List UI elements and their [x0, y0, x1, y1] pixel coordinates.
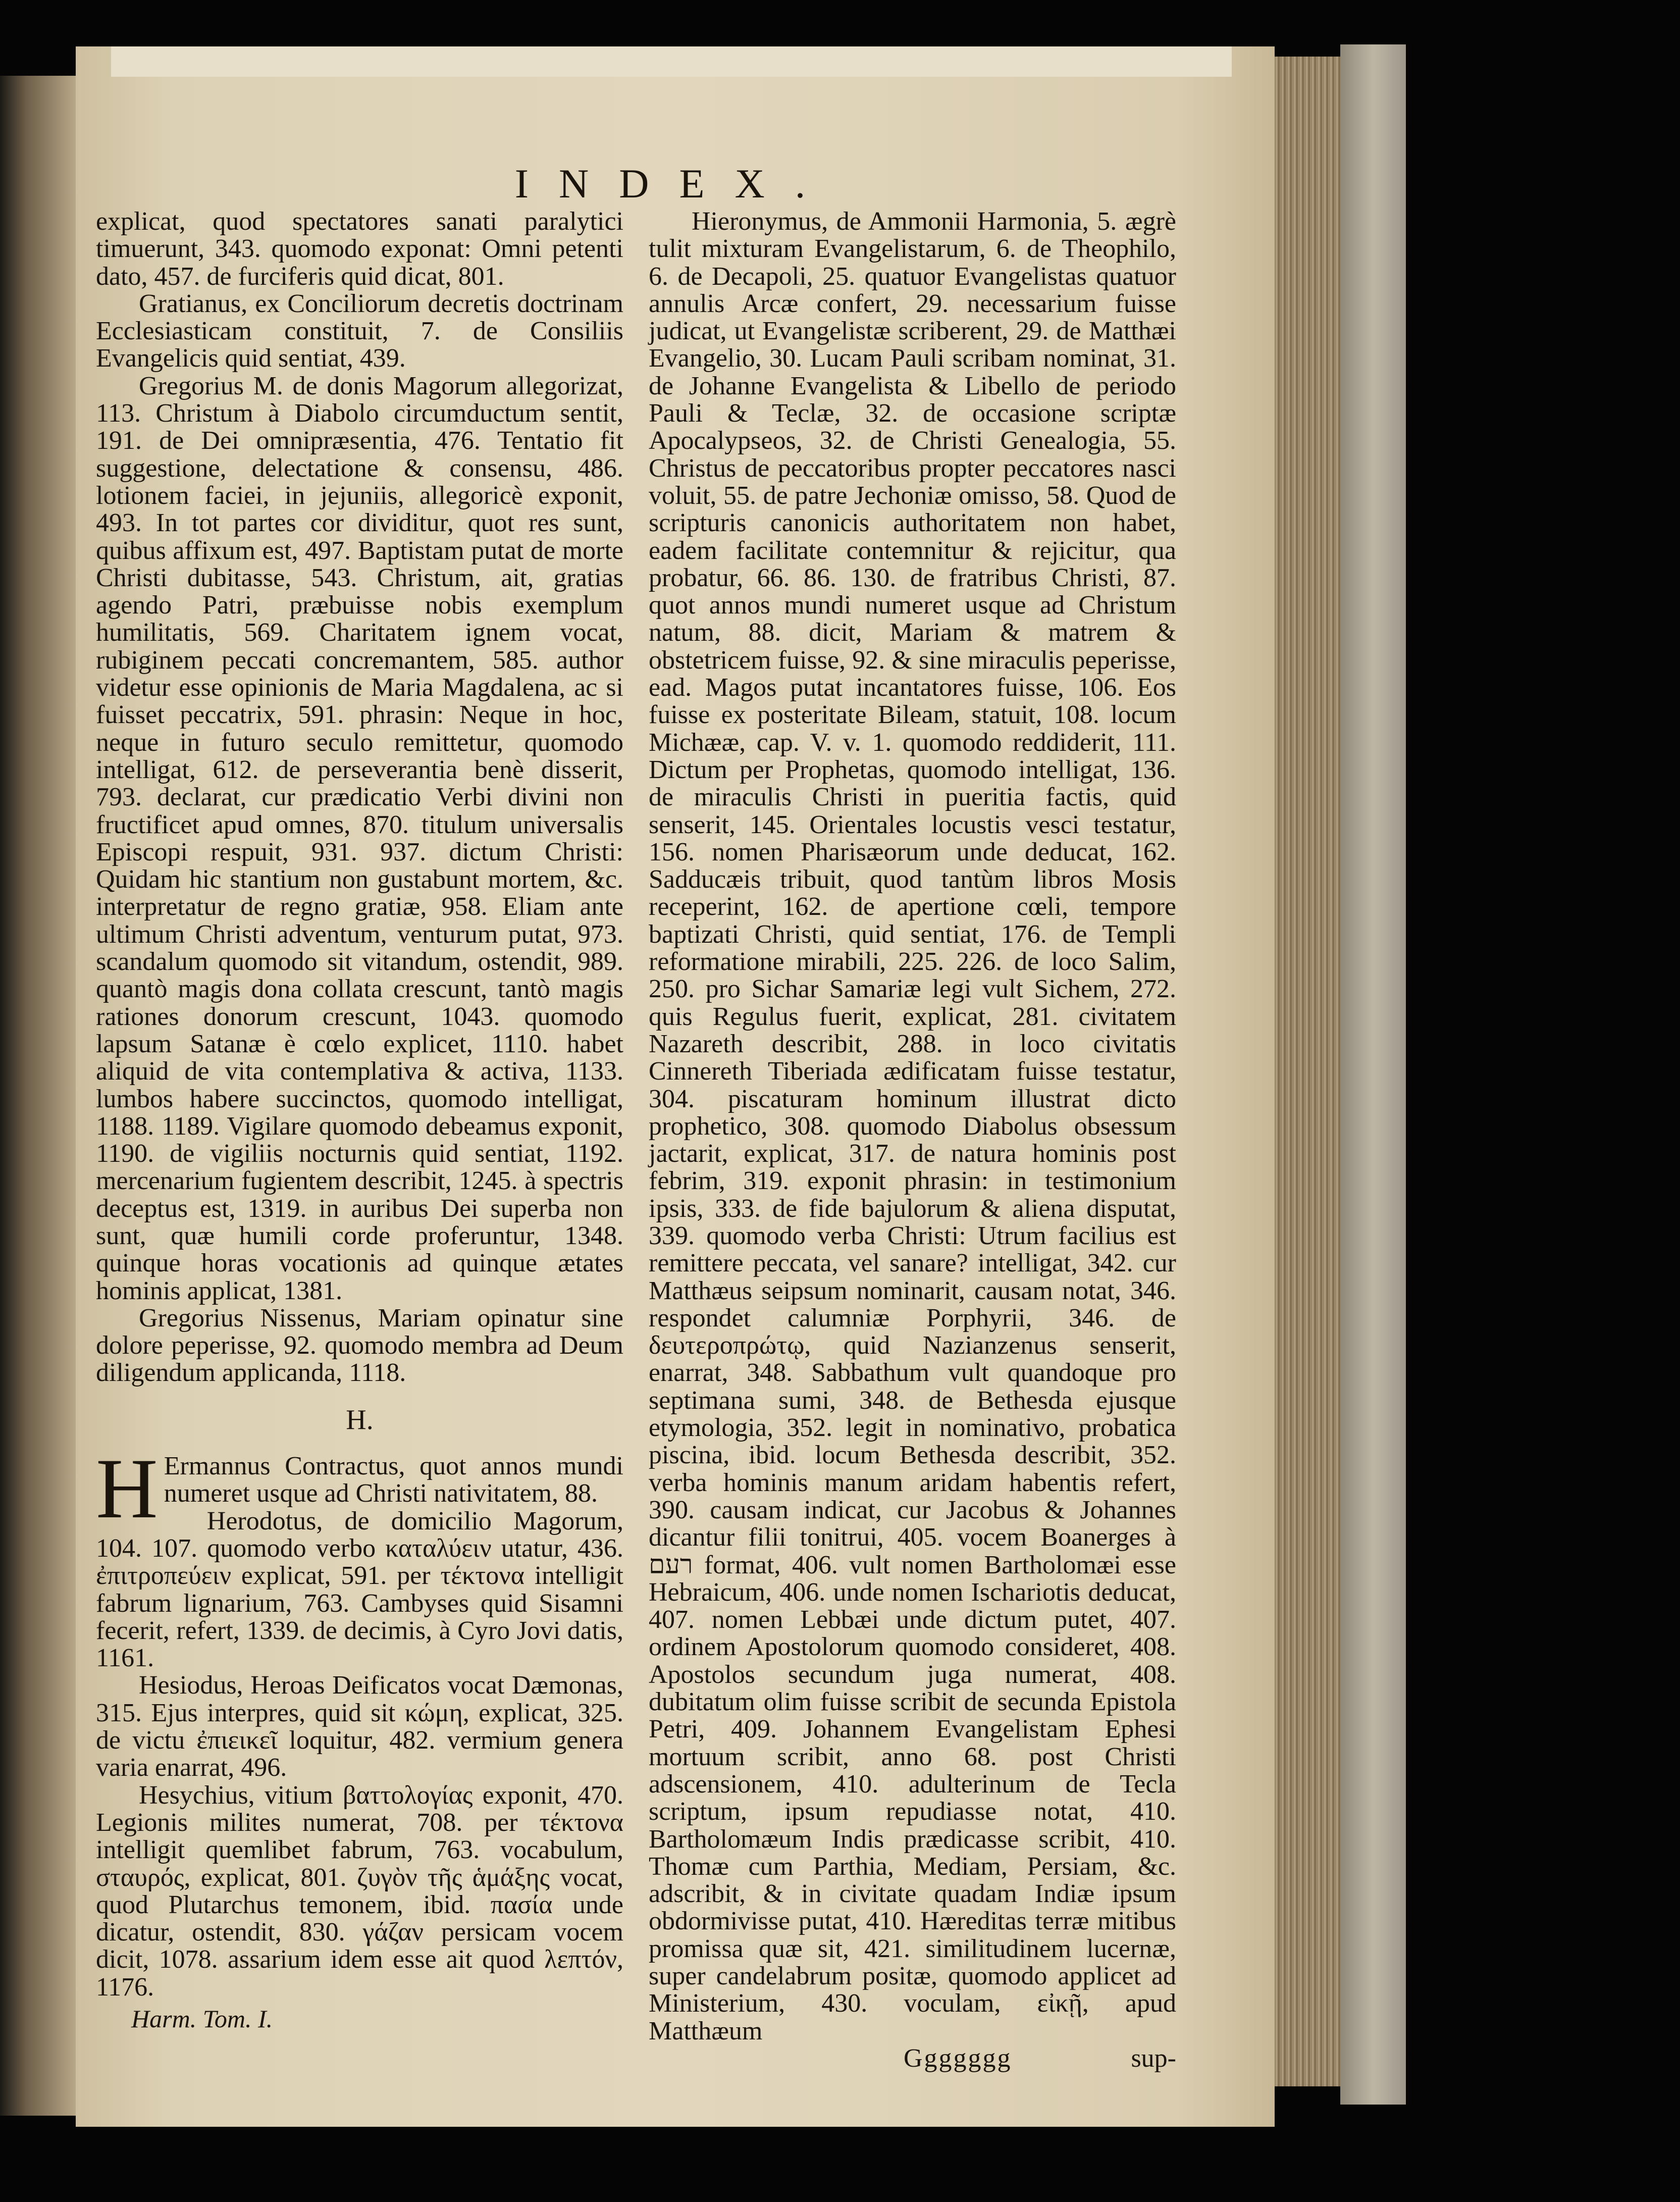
index-entry: Gregorius M. de donis Magorum allegorizat, 113. Christum à Diabolo circumductum sentit, 191. de Dei omnipræsentia, 476. Tentatio fit suggestione, delectatione & consensu, 486. lotionem faciei, in jejuniis, allegoricè exponit, 493. In tot partes cor dividitur, quot res sunt, quibus affixum est, 497. Baptistam putat de morte Christi dubitasse, 543. Christum, ait, gratias agendo Patri, præbuisse nobis exemplum humilitatis, 569. Charitatem ignem vocat, rubiginem peccati concremantem, 585. author videtur esse opinionis de Maria Magdalena, ac si fuisset peccatrix, 591. phrasin: Neque in hoc, neque in futuro seculo remittetur, quomodo intelligat, 612. de perseverantia benè disserit, 793. declarat, cur prædicatio Verbi divini non fructificet apud omnes, 870. titulum universalis Episcopi respuit, 931. 937. dictum Christi: Quidam hic stantium non gustabunt mortem, &c. interpretatur de regno gratiæ, 958. Eliam ante ultimum Christi adventum, venturum putat, 973. scandalum quomodo sit vitandum, ostendit, 989. quantò magis dona collata crescunt, tantò magis rationes donorum crescunt, 1043. quomodo lapsum Satanæ è cœlo explicet, 1110. habet aliquid de vita contemplativa & activa, 1133. lumbos habere succinctos, quomodo intelligat, 1188. 1189. Vigilare quomodo debeamus exponit, 1190. de vigiliis nocturnis quid sentiat, 1192. mercenarium fugientem describit, 1245. à spectris deceptus est, 1319. in auribus Dei superba non sunt, quæ humili corde proferuntur, 1348. quinque horas vocationis ad quinque ætates hominis applicat, 1381. [96, 371, 623, 1305]
book-cover-board [1340, 44, 1406, 2105]
index-entry: Hesiodus, Heroas Deificatos vocat Dæmonas, 315. Ejus interpres, quid sit κώμη, explicat, 325. de victu ἐπιεικεῖ loquitur, 482. vermium genera varia enarrat, 496. [96, 1671, 623, 1782]
left-page-edge [0, 76, 76, 2116]
catchword: sup- [1131, 2043, 1176, 2073]
signature-mark: Ggggggg [904, 2043, 1012, 2073]
index-entry: Herodotus, de domicilio Magorum, 104. 107. quomodo verbo καταλύειν utatur, 436. ἐπιτροπεύειν explicat, 591. per τέκτονα intelligit fabrum lignarium, 763. Cambyses quid Sisamni fecerit, refert, 1339. de decimis, à Cyro Jovi datis, 1161. [96, 1506, 623, 1673]
left-column [96, 208, 623, 2032]
index-entry [96, 1441, 623, 1537]
index-entry: Hieronymus, de Ammonii Harmonia, 5. ægrè tulit mixturam Evangelistarum, 6. de Theophilo, 6. de Decapoli, 25. quatuor Evangelistas quatuor annulis Arcæ confert, 29. necessarium fuisse judicat, ut Evangelistæ scriberent, 29. de Matthæi Evangelio, 30. Lucam Pauli scribam nominat, 31. de Johanne Evangelista & Libello de periodo Pauli & Teclæ, 32. de occasione scriptæ Apocalypseos, 32. de Christi Genealogia, 55. Christus de peccatoribus propter peccatores nasci voluit, 55. de patre Jechoniæ omisso, 58. Quod de scripturis canonicis authoritatem non habet, eadem facilitate contemnitur & rejicitur, qua probatur, 66. 86. 130. de fratribus Christi, 87. quot annos mundi numeret usque ad Christum natum, 88. dicit, Mariam & matrem & obstetricem fuisse, 92. & sine miraculis peperisse, ead. Magos putat incantatores fuisse, 106. Eos fuisse ex posteritate Bileam, statuit, 108. locum Michææ, cap. V. v. 1. quomodo reddiderit, 111. Dictum per Prophetas, quomodo intelligat, 136. de miraculis Christi in pueritia factis, quid senserit, 145. Orientales locustis vesci testatur, 156. nomen Pharisæorum unde deducat, 162. Sadducæis tribuit, quod tantùm libros Mosis receperint, 162. de apertione cœli, tempore baptizati Christi, quid sentiat, 176. de Templi reformatione mirabili, 225. 226. de loco Salim, 250. pro Sichar Samariæ legi vult Sichem, 272. quis Regulus fuerit, explicat, 281. civitatem Nazareth describit, 288. in loco civitatis Cinnereth Tiberiada ædificatam fuisse testatur, 304. piscaturam hominum illustrat dicto prophetico, 308. quomodo Diabolus obsessum jactarit, explicat, 317. de natura hominis post febrim, 319. exponit phrasin: in testimonium ipsis, 333. de fide bajulorum & aliena disputat, 339. quomodo verba Christi: Utrum facilius est remittere peccata, vel sanare? intelligat, 342. cur Matthæus seipsum nominarit, causam notat, 346. respondet calumniæ Porphyrii, 346. de δευτεροπρώτῳ, quid Nazianzenus senserit, enarrat, 348. Sabbathum vult quandoque pro septimana sumi, 348. de Bethesda ejusque etymologia, 352. legit in nominativo, probatica piscina, ibid. locum Bethesda describit, 352. verba hominis manum aridam habentis refert, 390. causam indicat, cur Jacobus & Johannes dicantur filii tonitrui, 405. vocem Boanerges à רעם format, 406. vult nomen Bartholomæi esse Hebraicum, 406. unde nomen Ischariotis deducat, 407. nomen Lebbæi unde dictum putet, 407. ordinem Apostolorum quomodo consideret, 408. Apostolos secundum juga numerat, 408. dubitatum olim fuisse scribit de secunda Epistola Petri, 409. Johannem Evangelistam Ephesi mortuum scribit, anno 68. post Christi adscensionem, 410. adulterinum de Tecla scriptum, ipsum repudiasse notat, 410. Bartholomæum Indis prædicasse scribit, 410. Thomæ cum Parthia, Mediam, Persiam, &c. adscribit, & in civitate quadam Indiæ ipsum obdormivisse putat, 410. Hæreditas terræ mitibus promissa quæ sit, 421. similitudinem lucernæ, super candelabrum positæ, quomodo applicet ad Ministerium, 430. voculam, εἰκῇ, apud Matthæum [649, 207, 1176, 2045]
page-top-band [111, 46, 1232, 77]
page-fore-edge [1275, 57, 1340, 2086]
index-entry: Gratianus, ex Conciliorum decretis doctrinam Ecclesiasticam constituit, 7. de Consiliis Evangelicis quid sentiat, 439. [96, 289, 623, 373]
drop-cap: H [96, 1441, 158, 1537]
page-header: INDEX. [514, 161, 836, 207]
section-letter: H. [346, 1404, 374, 1436]
page-footer [649, 2045, 1176, 2072]
index-entry: Gregorius Nissenus, Mariam opinatur sine dolore peperisse, 92. quomodo membra ad Deum diligendum applicanda, 1118. [96, 1303, 623, 1388]
signature-mark: Harm. Tom. I. [131, 2005, 273, 2033]
right-column [649, 208, 1176, 2072]
index-entry-text: Ermannus Contractus, quot annos mundi numeret usque ad Christi nativitatem, 88. [164, 1452, 623, 1508]
index-entry: explicat, quod spectatores sanati paralytici timuerunt, 343. quomodo exponat: Omni petenti dato, 457. de furciferis quid dicat, 801. [96, 207, 623, 291]
index-entry: Hesychius, vitium βαττολογίας exponit, 470. Legionis milites numerat, 708. per τέκτονα intelligit quemlibet fabrum, 763. vocabulum, σταυρός, explicat, 801. ζυγὸν τῆς ἁμάξης vocat, quod Plutarchus temonem, ibid. πασία unde dicatur, ostendit, 830. γάζαν persicam vocem dicit, 1078. assarium idem esse ait quod λεπτόν, 1176. [96, 1780, 623, 2002]
book-page [76, 46, 1275, 2127]
